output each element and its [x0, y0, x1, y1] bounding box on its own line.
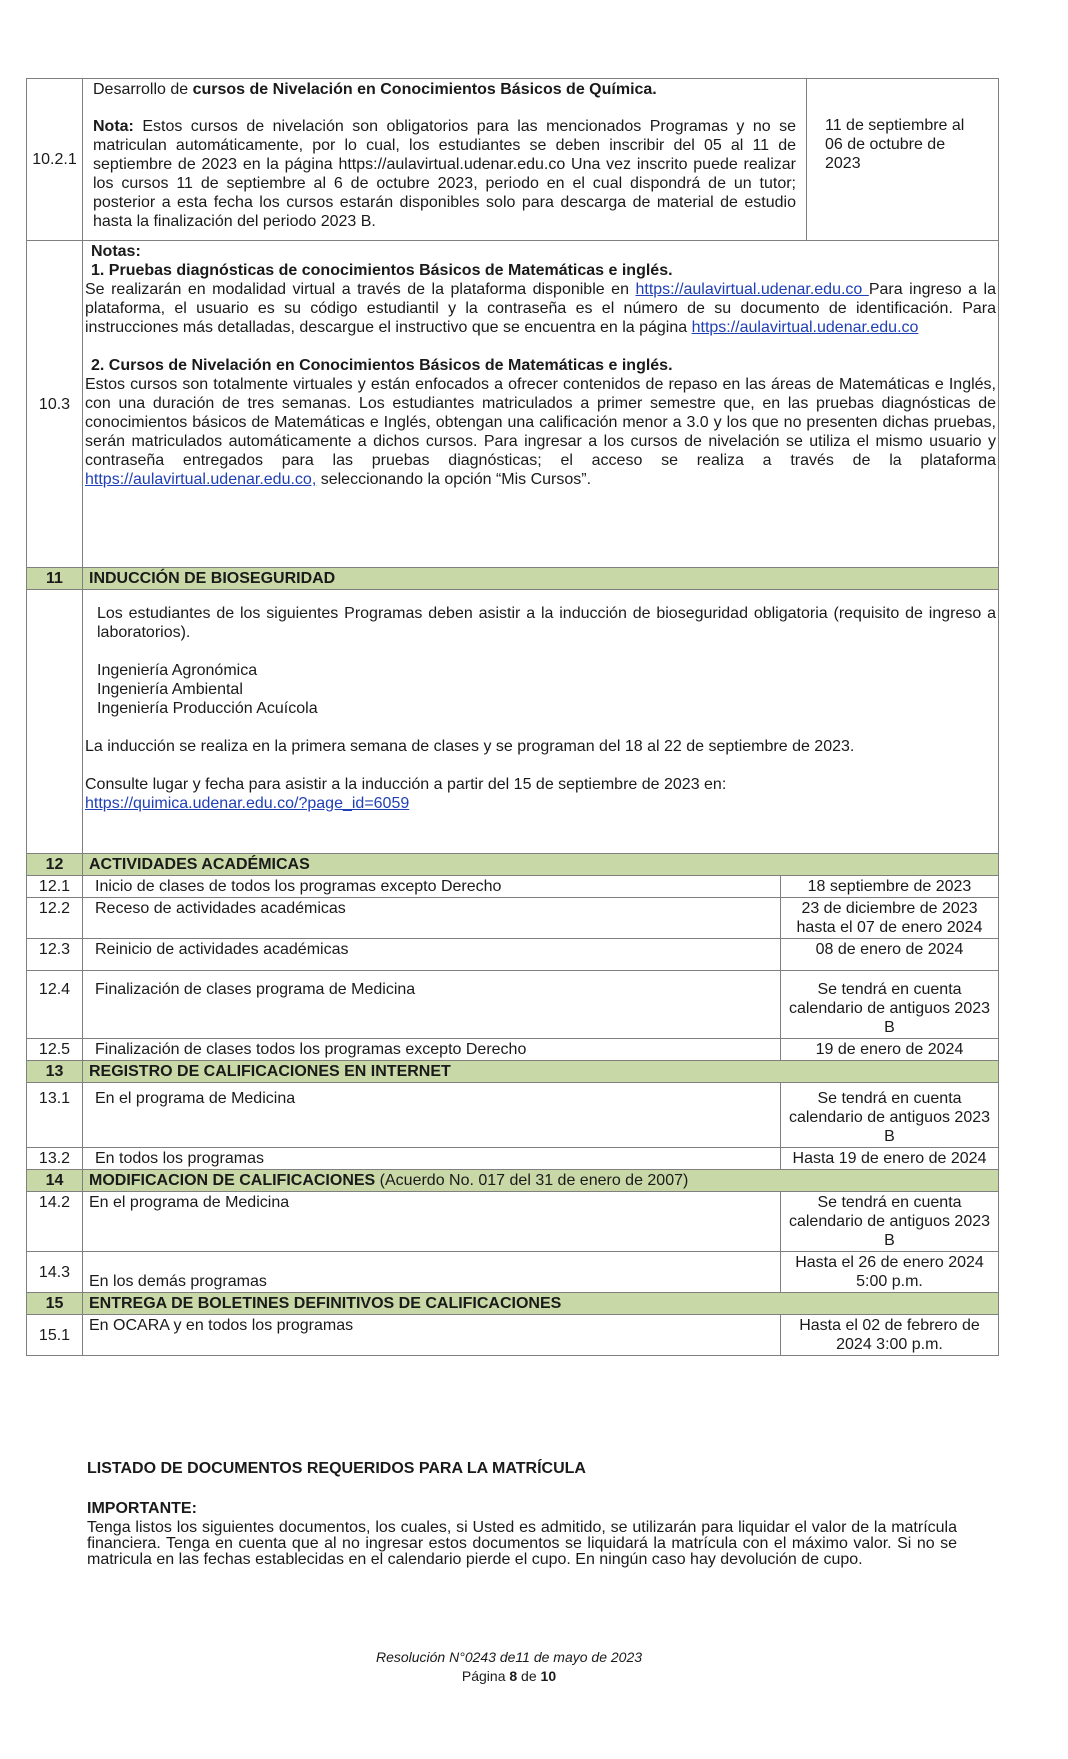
section-title: REGISTRO DE CALIFICACIONES EN INTERNET [83, 1061, 999, 1083]
row-description: En OCARA y en todos los programas [83, 1315, 781, 1356]
row-description: En el programa de Medicina [83, 1083, 781, 1148]
biosecurity-content [83, 590, 999, 854]
notes-item-2-title: 2. Cursos de Nivelación en Conocimientos Básicos de Matemáticas e inglés. [91, 357, 673, 374]
section-title [83, 1170, 999, 1192]
row-description: En los demás programas [83, 1252, 781, 1293]
aulavirtual-link-3[interactable]: https://aulavirtual.udenar.edu.co, [85, 471, 317, 488]
table-row [27, 1039, 999, 1061]
section-header-row [27, 568, 999, 590]
row-number: 13.1 [27, 1083, 83, 1148]
row-number: 15.1 [27, 1315, 83, 1356]
row-number: 10.3 [27, 241, 83, 568]
section-header-row [27, 854, 999, 876]
row-date: Se tendrá en cuenta calendario de antiguos 2023 B [781, 1192, 999, 1252]
table-row [27, 79, 999, 241]
row-description [83, 241, 999, 568]
row-number: 12.3 [27, 939, 83, 971]
page-current: 8 [509, 1668, 518, 1684]
table-row [27, 1252, 999, 1293]
course-title: cursos de Nivelación en Conocimientos Básicos de Química. [192, 81, 657, 98]
row-date: Hasta 19 de enero de 2024 [781, 1148, 999, 1170]
notes-item-2-text [85, 375, 996, 489]
row-number: 12.4 [27, 971, 83, 1039]
section-title: INDUCCIÓN DE BIOSEGURIDAD [83, 568, 999, 590]
row-description: Inicio de clases de todos los programas excepto Derecho [83, 876, 781, 898]
aulavirtual-link[interactable]: https://aulavirtual.udenar.edu.co [635, 281, 869, 298]
row-number: 12.1 [27, 876, 83, 898]
row-date: 08 de enero de 2024 [781, 939, 999, 971]
program-item: Ingeniería Agronómica [97, 662, 258, 679]
row-date: 23 de diciembre de 2023 hasta el 07 de enero 2024 [781, 898, 999, 939]
table-row [27, 1083, 999, 1148]
section-number: 12 [27, 854, 83, 876]
row-date: Se tendrá en cuenta calendario de antiguos 2023 B [781, 1083, 999, 1148]
table-row [27, 971, 999, 1039]
section-number: 11 [27, 568, 83, 590]
table-row [27, 898, 999, 939]
table-row [27, 1315, 999, 1356]
row-date: Hasta el 26 de enero 2024 5:00 p.m. [781, 1252, 999, 1293]
table-row [27, 1192, 999, 1252]
course-title-prefix: Desarrollo de [93, 81, 193, 98]
note-label: Nota: [93, 118, 134, 135]
notes-item-2-text-b: seleccionando la opción “Mis Cursos”. [316, 471, 592, 488]
row-description: Finalización de clases todos los programas excepto Derecho [83, 1039, 781, 1061]
aulavirtual-link-2[interactable]: https://aulavirtual.udenar.edu.co [691, 319, 919, 336]
notes-item-1-title: 1. Pruebas diagnósticas de conocimientos Básicos de Matemáticas e inglés. [91, 262, 673, 279]
section-title: ENTREGA DE BOLETINES DEFINITIVOS DE CALIFICACIONES [83, 1293, 999, 1315]
important-label: IMPORTANTE: [87, 1500, 197, 1517]
row-description: En todos los programas [83, 1148, 781, 1170]
footer-resolution: Resolución N°0243 de11 de mayo de 2023 [375, 1649, 643, 1665]
table-row [27, 876, 999, 898]
row-date: 18 septiembre de 2023 [781, 876, 999, 898]
program-item: Ingeniería Producción Acuícola [97, 700, 318, 717]
row-date: Hasta el 02 de febrero de 2024 3:00 p.m. [781, 1315, 999, 1356]
table-row [27, 590, 999, 854]
section-title: ACTIVIDADES ACADÉMICAS [83, 854, 999, 876]
table-row [27, 939, 999, 971]
page-total: 10 [540, 1668, 557, 1684]
notes-label: Notas: [91, 243, 141, 260]
row-number: 10.2.1 [27, 79, 83, 241]
documents-heading: LISTADO DE DOCUMENTOS REQUERIDOS PARA LA MATRÍCULA [87, 1460, 586, 1477]
induction-dates: La inducción se realiza en la primera semana de clases y se programan del 18 al 22 de septiembre de 2023. [85, 738, 855, 755]
section-number: 15 [27, 1293, 83, 1315]
program-item: Ingeniería Ambiental [97, 681, 243, 698]
row-number: 12.5 [27, 1039, 83, 1061]
row-description: En el programa de Medicina [83, 1192, 781, 1252]
row-date: 19 de enero de 2024 [781, 1039, 999, 1061]
notes-item-2-text-a: Estos cursos son totalmente virtuales y están enfocados a ofrecer contenidos de repaso en las áreas de Matemáticas e Inglés, con una duración de tres semanas. Los estudiantes matriculados a primer semestre que, en las pruebas diagnósticas de conocimientos básicos de Matemáticas e Inglés, obtengan una calificación menor a 3.0 y los que no presenten dichas pruebas, serán matriculados automáticamente a dichos cursos. Para ingresar a los cursos de nivelación se utiliza el mismo usuario y contraseña entregados para las pruebas diagnósticas; el acceso se realiza a través de la plataforma [85, 376, 996, 469]
section-header-row [27, 1061, 999, 1083]
row-description: Finalización de clases programa de Medicina [83, 971, 781, 1039]
page-prefix: Página [461, 1668, 510, 1684]
section-number: 14 [27, 1170, 83, 1192]
section-title-text: MODIFICACION DE CALIFICACIONES [89, 1172, 376, 1189]
note-text: Estos cursos de nivelación son obligatorios para las mencionados Programas y no se matriculan automáticamente, por lo cual, los estudiantes se deben inscribir del 05 al 11 de septiembre de 2023 en la página https://aulavirtual.udenar.edu.co Una vez inscrito puede realizar los cursos 11 de septiembre al 6 de octubre 2023, periodo en el cual dispondrá de un tutor; posterior a esta fecha los cursos estarán disponibles solo para descarga de material de estudio hasta la finalización del periodo 2023 B. [93, 118, 796, 230]
section-header-row [27, 1170, 999, 1192]
row-date: Se tendrá en cuenta calendario de antiguos 2023 B [781, 971, 999, 1039]
table-row [27, 1148, 999, 1170]
section-title-note: (Acuerdo No. 017 del 31 de enero de 2007) [375, 1172, 689, 1189]
academic-calendar-table [26, 78, 999, 1356]
row-date: 11 de septiembre al 06 de octubre de 2023 [807, 79, 999, 241]
notes-item-1-text-a: Se realizarán en modalidad virtual a través de la plataforma disponible en [85, 281, 636, 298]
notes-item-1-text-b: Para ingreso a la plataforma, el usuario es su código estudiantil y la contraseña es el número de su documento de identificación. Para instrucciones más detalladas, descargue el instructivo que se encuentra en la página [85, 281, 996, 336]
row-number: 13.2 [27, 1148, 83, 1170]
biosecurity-intro: Los estudiantes de los siguientes Programas deben asistir a la inducción de bioseguridad obligatoria (requisito de ingreso a laboratorios). [97, 605, 996, 641]
table-row [27, 241, 999, 568]
quimica-link[interactable]: https://quimica.udenar.edu.co/?page_id=6059 [85, 795, 410, 812]
row-description: Reinicio de actividades académicas [83, 939, 781, 971]
consult-text: Consulte lugar y fecha para asistir a la inducción a partir del 15 de septiembre de 2023 en: [85, 776, 727, 793]
page-mid: de [517, 1668, 541, 1684]
important-text: Tenga listos los siguientes documentos, los cuales, si Usted es admitido, se utilizarán para liquidar el valor de la matrícula financiera. Tenga en cuenta que al no ingresar estos documentos se liquidará la matrícula con el máximo valor. Si no se matricula en las fechas establecidas en el calendario pierde el cupo. En ningún caso hay devolución de cupo. [87, 1519, 957, 1568]
row-number: 14.2 [27, 1192, 83, 1252]
footer-page-number [0, 1668, 1018, 1684]
notes-item-1-text [85, 280, 996, 337]
section-header-row [27, 1293, 999, 1315]
row-number: 12.2 [27, 898, 83, 939]
section-number: 13 [27, 1061, 83, 1083]
row-number: 14.3 [27, 1252, 83, 1293]
row-description [83, 79, 807, 241]
row-description: Receso de actividades académicas [83, 898, 781, 939]
